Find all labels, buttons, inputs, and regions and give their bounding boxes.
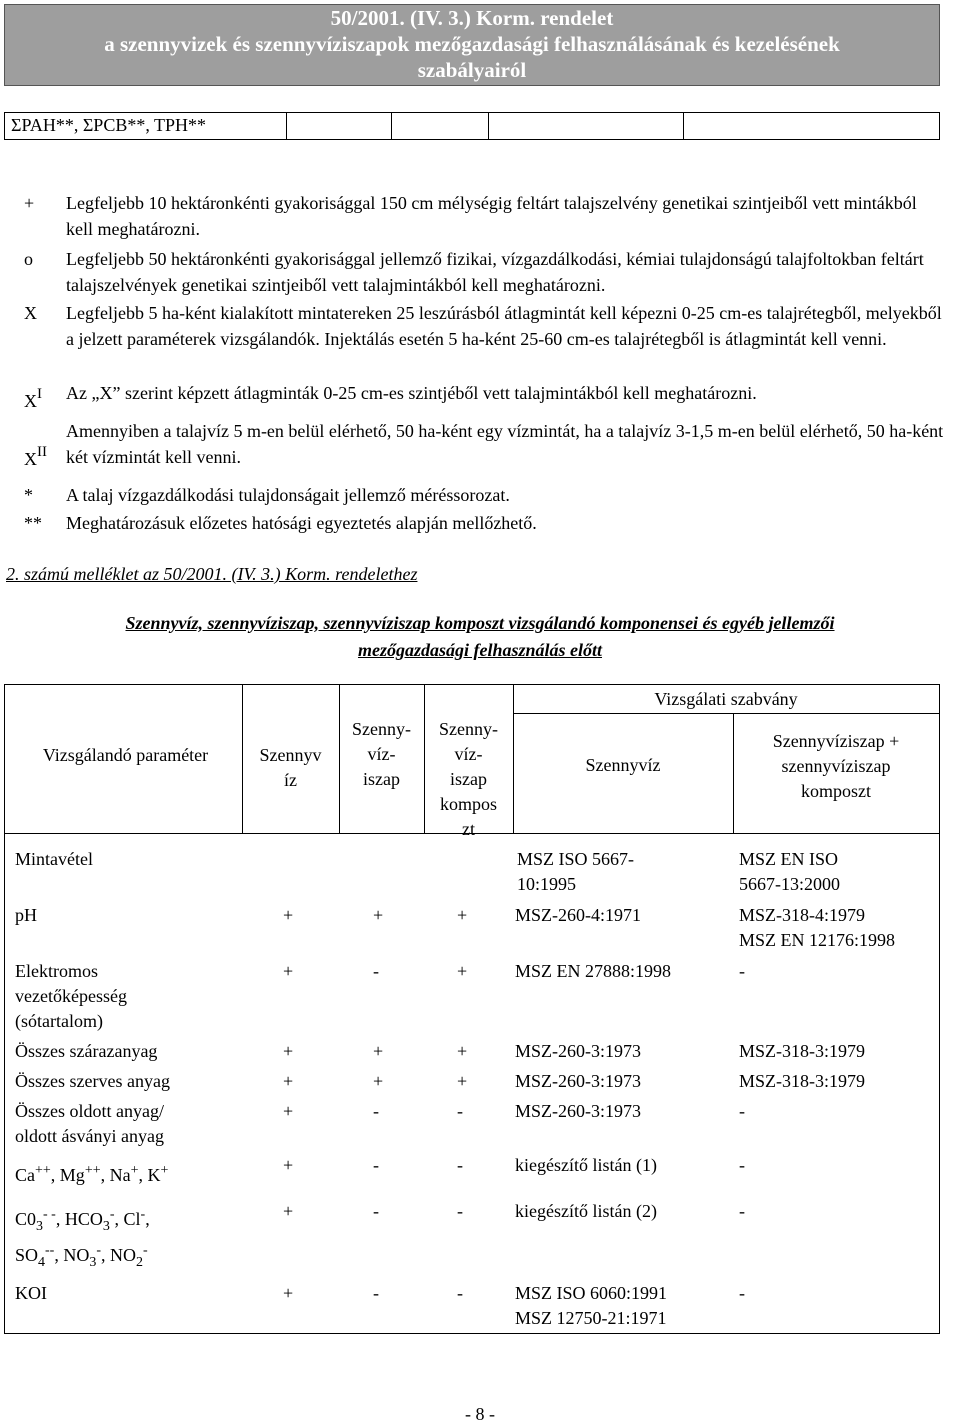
footnote-symbol: X	[24, 303, 37, 323]
section-title-line-1: Szennyvíz, szennyvíziszap, szennyvíziszap komposzt vizsgálandó komponensei és egyéb jellemzői	[125, 613, 835, 633]
row-param: Összes szerves anyag	[15, 1071, 170, 1091]
row-mark: +	[283, 1283, 294, 1303]
row-mark: -	[373, 1201, 379, 1221]
header-compost: Szenny- víz- iszap kompos zt	[439, 719, 498, 839]
row-standard-sludge: MSZ-318-3:1979	[739, 1041, 865, 1061]
row-mark: -	[457, 1283, 463, 1303]
footnote-symbol: **	[24, 513, 42, 533]
summary-cell	[287, 113, 392, 139]
row-param-formula: Ca++, Mg++, Na+, K+	[15, 1163, 169, 1185]
summary-cell	[392, 113, 489, 139]
footnote-text: Legfeljebb 50 hektáronkénti gyakorisággal jellemző fizikai, vízgazdálkodási, kémiai tulajdonságú talajfoltokban feltárt talajszelvények genetikai szintjeiből vett talajmintákból kell meghatározni.	[66, 249, 924, 295]
row-standard-sludge: -	[739, 1201, 745, 1221]
footnote-text: Legfeljebb 10 hektáronkénti gyakorisággal 150 cm mélységig feltárt talajszelvény genetikai szintjeiből vett mintákból kell meghatározni.	[66, 193, 917, 239]
header-sludge: Szenny- víz- iszap	[352, 719, 411, 789]
row-mark: +	[283, 1041, 294, 1061]
row-standard-sludge: -	[739, 1155, 745, 1175]
row-mark: +	[373, 1071, 384, 1091]
footnote-text: A talaj vízgazdálkodási tulajdonságait jellemző méréssorozat.	[66, 485, 510, 505]
row-mark: +	[283, 905, 294, 925]
row-mark: -	[373, 1155, 379, 1175]
row-standard-sludge: -	[739, 1283, 745, 1303]
row-standard-sludge: -	[739, 961, 745, 981]
banner-line-2: a szennyvizek és szennyvíziszapok mezőgazdasági felhasználásának és kezelésének	[104, 32, 840, 56]
row-standard-sludge: MSZ EN ISO 5667-13:2000	[739, 849, 840, 894]
row-mark: -	[373, 961, 379, 981]
banner-line-3: szabályairól	[417, 58, 527, 82]
row-mark: +	[373, 1041, 384, 1061]
row-mark: +	[457, 905, 468, 925]
row-standard-wastewater: MSZ-260-3:1973	[515, 1101, 641, 1121]
table-grid-line	[513, 713, 939, 714]
row-standard-wastewater: MSZ-260-3:1973	[515, 1071, 641, 1091]
footnote-symbol: *	[24, 485, 33, 505]
row-mark: +	[457, 961, 468, 981]
row-standard-wastewater: MSZ ISO 5667- 10:1995	[517, 849, 635, 894]
row-mark: -	[457, 1201, 463, 1221]
footnote-symbol: +	[24, 193, 35, 213]
summary-table-row	[4, 112, 940, 140]
row-mark: +	[457, 1071, 468, 1091]
row-standard-sludge: MSZ-318-4:1979 MSZ EN 12176:1998	[739, 905, 896, 950]
row-mark: -	[457, 1101, 463, 1121]
row-standard-sludge: MSZ-318-3:1979	[739, 1071, 865, 1091]
row-standard-sludge: -	[739, 1101, 745, 1121]
footnote-text: Az „X” szerint képzett átlagminták 0-25 cm-es szintjéből vett talajmintákból kell meghatározni.	[66, 383, 757, 403]
row-standard-wastewater: MSZ ISO 6060:1991 MSZ 12750-21:1971	[515, 1283, 668, 1328]
page-number: - 8 -	[465, 1404, 495, 1424]
row-standard-wastewater: kiegészítő listán (1)	[515, 1155, 657, 1175]
row-mark: -	[373, 1101, 379, 1121]
regulation-banner	[4, 4, 940, 86]
summary-row-label: ΣPAH**, ΣPCB**, TPH**	[5, 113, 287, 139]
footnote-text: Amennyiben a talajvíz 5 m-en belül elérhető, 50 ha-ként egy vízmintát, ha a talajvíz 3-1,5 m-en belül elérhető, 50 ha-ként két vízmintát kell venni.	[66, 421, 944, 467]
footnote-symbol: o	[24, 249, 33, 269]
row-mark: +	[283, 1101, 294, 1121]
section-title	[20, 610, 940, 664]
banner-line-1: 50/2001. (IV. 3.) Korm. rendelet	[330, 6, 614, 30]
parameter-table	[4, 684, 940, 1334]
summary-cell	[489, 113, 684, 139]
row-mark: -	[373, 1283, 379, 1303]
row-mark: +	[283, 1155, 294, 1175]
footnote-symbol: $X^{II}$	[24, 444, 47, 469]
row-standard-wastewater: MSZ-260-4:1971	[515, 905, 641, 925]
row-param: Összes szárazanyag	[15, 1041, 158, 1061]
row-param-formula: $C0_3^{- -}$, $HCO_3^-$, Cl-,	[15, 1207, 150, 1234]
header-standard-group: Vizsgálati szabvány	[654, 689, 798, 709]
row-mark: -	[457, 1155, 463, 1175]
row-param: pH	[15, 905, 37, 925]
row-param: Mintavétel	[15, 849, 93, 869]
row-mark: +	[457, 1041, 468, 1061]
row-param: Összes oldott anyag/ oldott ásványi anyag	[15, 1101, 164, 1146]
row-standard-wastewater: MSZ EN 27888:1998	[515, 961, 672, 981]
header-wastewater: Szennyv íz	[259, 745, 322, 790]
row-standard-wastewater: kiegészítő listán (2)	[515, 1201, 657, 1221]
header-standard-sludge: Szennyvíziszap + szennyvíziszap komposzt	[772, 731, 900, 801]
footnote-symbol: $X^I$	[24, 386, 42, 411]
footnote-text: Meghatározásuk előzetes hatósági egyeztetés alapján mellőzhető.	[66, 513, 537, 533]
row-mark: +	[283, 1201, 294, 1221]
row-param: KOI	[15, 1283, 47, 1303]
section-title-line-2: mezőgazdasági felhasználás előtt	[357, 640, 603, 660]
row-param-formula: $SO_4^{--}$, $NO_3^-$, $NO_2^-$	[15, 1243, 148, 1270]
annex-reference: 2. számú melléklet az 50/2001. (IV. 3.) Korm. rendelethez	[6, 564, 418, 584]
footnote-text: Legfeljebb 5 ha-ként kialakított mintatereken 25 leszúrásból átlagmintát kell képezni 0-25 cm-es talajrétegből, melyekből a jelzett paraméterek vizsgálandók. Injektálás esetén 5 ha-ként 25-60 cm-es talajrétegből is átlagmintát kell venni.	[66, 303, 942, 349]
summary-cell	[684, 113, 939, 139]
header-standard-wastewater: Szennyvíz	[585, 755, 661, 775]
row-standard-wastewater: MSZ-260-3:1973	[515, 1041, 641, 1061]
row-mark: +	[283, 1071, 294, 1091]
header-param: Vizsgálandó paraméter	[42, 745, 209, 765]
row-param: Elektromos vezetőképesség (sótartalom)	[15, 961, 127, 1031]
row-mark: +	[373, 905, 384, 925]
row-mark: +	[283, 961, 294, 981]
